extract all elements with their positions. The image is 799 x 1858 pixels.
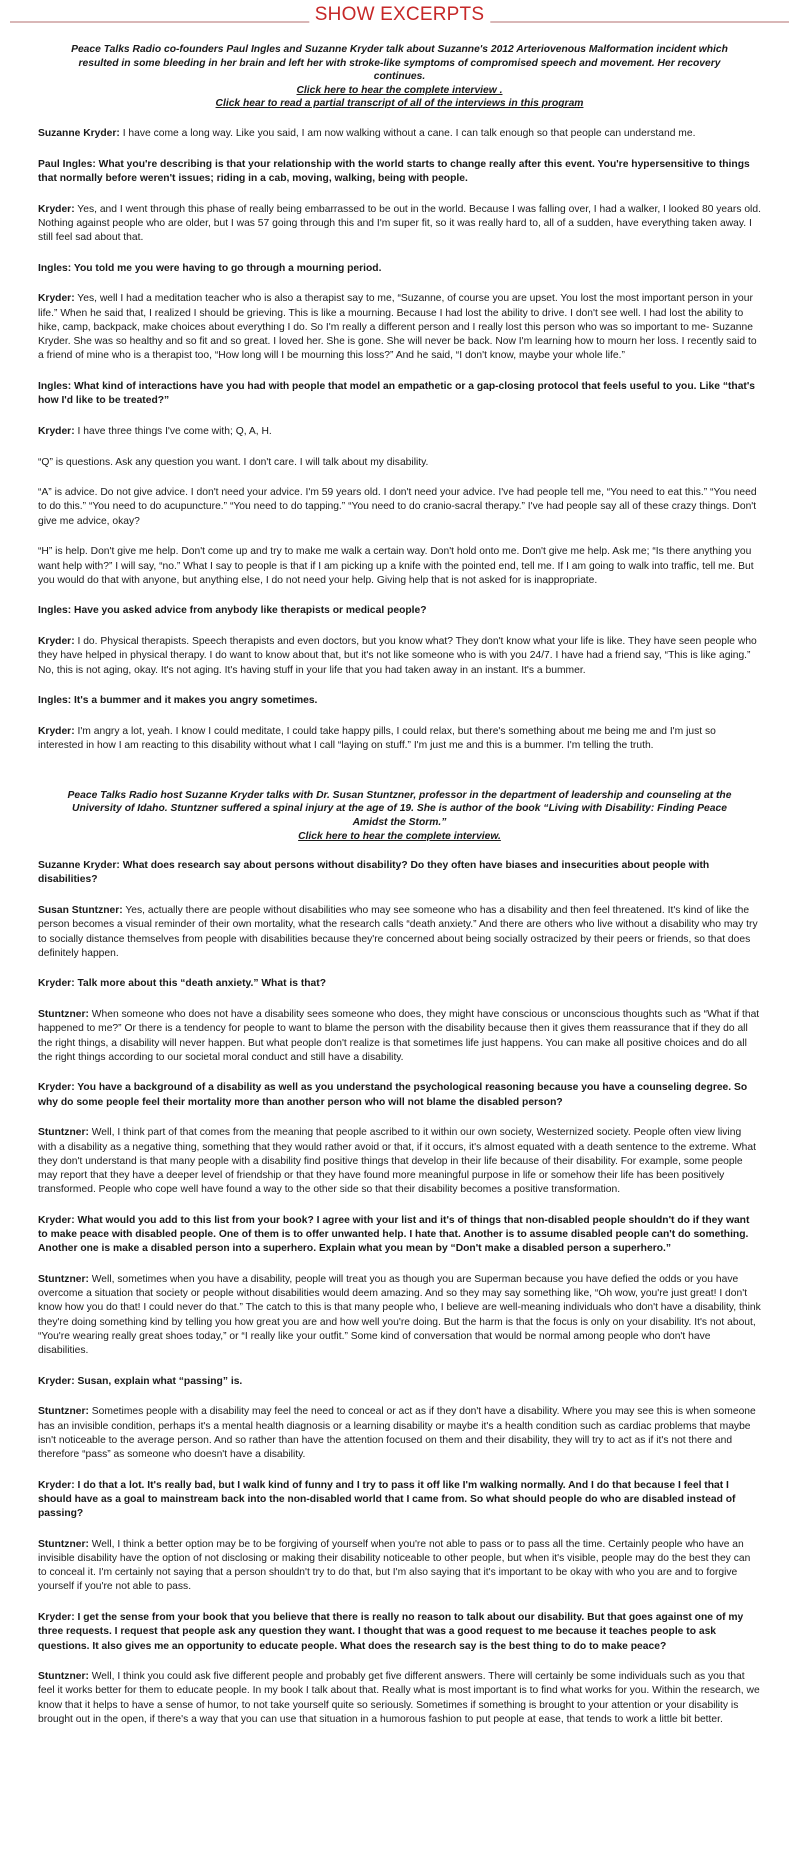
paragraph-text: It's a bummer and it makes you angry sometimes. [71, 695, 318, 707]
paragraph-text: Have you asked advice from anybody like therapists or medical people? [71, 605, 427, 617]
partial-transcript-link[interactable]: Click hear to read a partial transcript of all of the interviews in this program [215, 98, 584, 110]
transcript-paragraph [38, 635, 761, 678]
transcript-paragraph [38, 262, 761, 276]
paragraph-text: Yes, actually there are people without disabilities who may see someone who has a disability and then feel threatened. It's kind of like the person becomes a visual reminder of their own mortality, what the research calls “death anxiety.” And there are others who live without a disability who may try to socially distance themselves from people with disabilities because they're concerned about being socially ostracized by their peers or friends, so that does definitely happen. [38, 905, 758, 959]
transcript-paragraph [38, 456, 761, 470]
paragraph-text: What would you add to this list from your book? I agree with your list and it's of things that non-disabled people shouldn't do if they want to make peace with disabled people. One of them is to offer unwanted help. I hate that. Another is to assume disabled people can't do something. Another one is make a disabled person into a superhero. Explain what you mean by “Don't make a disabled person a superhero.” [38, 1214, 750, 1255]
transcript-paragraph [38, 1479, 761, 1522]
intro-block-2 [60, 789, 739, 843]
speaker-name: Kryder: [38, 1612, 75, 1624]
intro-text-2: Peace Talks Radio host Suzanne Kryder talks with Dr. Susan Stuntzner, professor in the department of leadership and counseling at the University of Idaho. Stuntzner suffered a spinal injury at the age of 19. She is author of the book “Living with Disability: Finding Peace Amidst the Storm.” [67, 789, 732, 829]
intro-text-1: Peace Talks Radio co-founders Paul Ingles and Suzanne Kryder talk about Suzanne's 2012 Arteriovenous Malformation incident which resulted in some bleeding in her brain and left her with stroke-like symptoms of compromised speech and movement. Her recovery continues. [71, 44, 728, 83]
speaker-name: Stuntzner: [38, 1127, 89, 1139]
paragraph-text: “H” is help. Don't give me help. Don't come up and try to make me walk a certain way. Don't hold onto me. Don't give me help. Ask me; “Is there anything you want help with?” I will say, “no.” What I say to people is that if I am picking up a knife with the pointed end, tell me. If I am going to walk into traffic, tell me. But you would do that with anyone, but anything else, I do not need your help. Giving help that is not asked for is inappropriate. [38, 546, 754, 586]
transcript-paragraph [38, 380, 761, 408]
paragraph-text: “Q” is questions. Ask any question you want. I don't care. I will talk about my disability. [38, 456, 429, 468]
speaker-name: Kryder: [38, 203, 75, 215]
speaker-name: Ingles: [38, 262, 72, 274]
transcript-paragraph [38, 1538, 761, 1595]
speaker-name: Ingles: [38, 605, 72, 617]
speaker-name: Kryder: [38, 1375, 75, 1387]
speaker-name: Paul Ingles: [38, 158, 96, 170]
speaker-name: Stuntzner: [38, 1009, 89, 1021]
paragraph-text: I'm angry a lot, yeah. I know I could meditate, I could take happy pills, I could relax, but there's something about me being me and I'm just so interested in how I am reacting to this disability without what I call “laying on stuff.” I'm just me and this is a bummer. I'm telling the truth. [38, 725, 716, 752]
transcript-paragraph [38, 1126, 761, 1197]
section-header [10, 0, 789, 30]
transcript-paragraph [38, 1008, 761, 1065]
paragraph-text: What kind of interactions have you had with people that model an empathetic or a gap-closing protocol that feels useful to you. Like “that's how I'd like to be treated?” [38, 380, 756, 407]
speaker-name: Kryder: [38, 293, 75, 305]
speaker-name: Kryder: [38, 1214, 75, 1226]
paragraph-text: What does research say about persons without disability? Do they often have biases and insecurities about people with disabilities? [38, 860, 710, 886]
paragraph-text: Talk more about this “death anxiety.” What is that? [74, 978, 326, 990]
paragraph-text: Susan, explain what “passing” is. [74, 1375, 243, 1387]
transcript-paragraph [38, 1081, 761, 1109]
speaker-name: Kryder: [38, 1082, 75, 1094]
speaker-name: Stuntzner: [38, 1538, 89, 1550]
transcript-paragraph [38, 859, 761, 887]
paragraph-text: I do that a lot. It's really bad, but I walk kind of funny and I try to pass it off like I'm walking normally. And I do that because I feel that I should have as a goal to mainstream back into the non-disabled world that I came from. So what should people do who are disabled instead of passing? [38, 1479, 736, 1520]
speaker-name: Susan Stuntzner: [38, 905, 123, 917]
paragraph-text: I do. Physical therapists. Speech therapists and even doctors, but you know what? They don't know what your life is like. They have seen people who they have helped in physical therapy. I do want to know about that, but it's not like someone who is with you 24/7. I have had a friend say, “This is like aging.” No, this is not aging, okay. It's not aging. It's having stuff in your life that you had taken away in an instant. It's a bummer. [38, 636, 757, 676]
speaker-name: Kryder: [38, 978, 75, 990]
paragraph-text: Well, I think part of that comes from the meaning that people ascribed to it within our own society, Westernized society. People often view living with a disability as a negative thing, something that they would rather avoid or that, if it occurs, it's almost equated with a death sentence to the extreme. What they don't understand is that many people with a disability find positive things that develop in their life because of their disability. For example, some people may report that they have a deeper level of friendship or that they have found more meaningful purpose in life or somehow their life has been positively transformed. People who cope well have found a way to the other side so that their disability becomes a positive transformation. [38, 1127, 756, 1196]
speaker-name: Kryder: [38, 636, 75, 648]
complete-interview-link-2[interactable]: Click here to hear the complete interview. [298, 830, 501, 842]
transcript-paragraph [38, 694, 761, 708]
paragraph-text: I have three things I've come with; Q, A, H. [74, 425, 272, 437]
speaker-name: Kryder: [38, 1479, 75, 1491]
paragraph-text: Yes, well I had a meditation teacher who is also a therapist say to me, “Suzanne, of course you are upset. You lost the most important person in your life.” When he said that, I realized I should be grieving. This is like a mourning. Because I had lost the ability to drive. I don't see well. I had lost the ability to hike, camp, backpack, make choices about everything I do. So I'm really a different person and I really lost this person who was so important to me- Suzanne Kryder. She was so healthy and so fit and so great. I loved her. She is gone. She will never be back. Now I'm learning how to mourn her loss. I recently said to a friend of mine who is a therapist too, “How long will I be mourning this loss?” And he said, “I don't know, maybe your whole life.” [38, 293, 757, 362]
speaker-name: Stuntzner: [38, 1274, 89, 1285]
section-title: SHOW EXCERPTS [309, 4, 490, 26]
paragraph-text: I get the sense from your book that you believe that there is really no reason to talk about our disability. But that goes against one of my three requests. I request that people ask any question they want. I thought that was a good request to me because it teaches people to ask questions. It also gives me an opportunity to educate people. What does the research say is the best thing to do to make peace? [38, 1612, 744, 1652]
transcript-paragraph [38, 1214, 761, 1257]
transcript-paragraph [38, 425, 761, 439]
transcript-paragraph [38, 1273, 761, 1358]
paragraph-text: I have come a long way. Like you said, I am now walking without a cane. I can talk enough so that people can understand me. [119, 127, 696, 139]
transcript-paragraph [38, 1670, 761, 1727]
speaker-name: Suzanne Kryder: [38, 127, 120, 139]
speaker-name: Suzanne Kryder: [38, 860, 120, 872]
paragraph-text: When someone who does not have a disability sees someone who does, they might have conscious or unconscious thoughts such as “What if that happened to me?” Or there is a tendency for people to want to blame the person with the disability because then it gives them reassurance that if they do all the right things, a disability will never happen. But what people don't realize is that sometimes life just happens. You can make all positive choices and do all the right things according to our societal moral conduct and still have a disability. [38, 1009, 760, 1063]
interview-2-transcript [38, 859, 761, 1727]
complete-interview-link-1[interactable]: Click here to hear the complete interview . [296, 84, 503, 96]
speaker-name: Kryder: [38, 425, 75, 437]
speaker-name: Ingles: [38, 380, 72, 392]
transcript-paragraph [38, 158, 761, 186]
transcript-paragraph [38, 127, 761, 141]
paragraph-text: You told me you were having to go through a mourning period. [71, 262, 382, 274]
paragraph-text: Well, I think a better option may be to be forgiving of yourself when you're not able to pass or to pass all the time. Certainly people who have an invisible disability have the option of not disclosing or making their disability noticeable to other people, but when it's visible, people may do the best they can to conceal it. I'm certainly not saying that a person shouldn't try to do that, but I'm also saying that it's important to be okay with who you are and to forgive yourself if you're not able to pass. [38, 1538, 751, 1593]
transcript-paragraph [38, 725, 761, 753]
content [38, 43, 761, 1727]
paragraph-text: You have a background of a disability as well as you understand the psychological reasoning because you have a counseling degree. So why do some people feel their mortality more than another person who will not blame the disabled person? [38, 1082, 748, 1108]
speaker-name: Ingles: [38, 695, 72, 707]
paragraph-text: Well, sometimes when you have a disability, people will treat you as though you are Superman because you have defied the odds or you have overcome a situation that society or people without disabilities would deem amazing. And so they may say something like, “Oh wow, you're just great! I don't know how you do that! I could never do that.” The catch to this is that many people who, I believe are well-meaning individuals who don't have a disability, think they're doing something kind by telling you how great you are and how well you're doing. But the harm is that the focus is only on your disability. It's not about, “You're wearing really great shoes today,” or “I really like your outfit.” Some kind of conversation that would be normal among people who don't have disabilities. [38, 1274, 761, 1357]
transcript-paragraph [38, 545, 761, 588]
transcript-paragraph [38, 1405, 761, 1462]
paragraph-text: What you're describing is that your relationship with the world starts to change really after this event. You're hypersensitive to things that normally before weren't issues; riding in a cab, moving, walking, being with people. [38, 158, 750, 184]
interview-1-transcript [38, 127, 761, 753]
speaker-name: Kryder: [38, 725, 75, 737]
transcript-paragraph [38, 1611, 761, 1654]
paragraph-text: “A” is advice. Do not give advice. I don't need your advice. I'm 59 years old. I don't need your advice. I've had people tell me, “You need to eat this.” “You need to do this.” “You need to do acupuncture.” “You need to do tapping.” “You need to do cranio-sacral therapy.” I've had people say all of these crazy things. Don't give me advice, okay? [38, 487, 757, 527]
transcript-paragraph [38, 292, 761, 363]
paragraph-text: Yes, and I went through this phase of really being embarrassed to be out in the world. Because I was falling over, I had a walker, I looked 80 years old. Nothing against people who are older, but I was 57 going through this and I'm super fit, so it was really hard to, all of a sudden, have everything taken away. I still feel sad about that. [38, 203, 761, 243]
intro-block-1 [60, 43, 739, 111]
speaker-name: Stuntzner: [38, 1406, 89, 1418]
transcript-paragraph [38, 203, 761, 246]
paragraph-text: Well, I think you could ask five different people and probably get five different answers. There will certainly be some individuals such as you that feel it works better for them to educate people. In my book I talk about that. Really what is most important is to find what works for you. Within the research, we know that it helps to have a sense of humor, to not take yourself quite so seriously. Sometimes if something is brought to your attention or your disability is brought out in the open, if there's a way that you can use that situation in a humorous fashion to put people at ease, that tends to work a little bit better. [38, 1671, 760, 1725]
transcript-paragraph [38, 604, 761, 618]
speaker-name: Stuntzner: [38, 1671, 89, 1683]
transcript-paragraph [38, 904, 761, 961]
paragraph-text: Sometimes people with a disability may feel the need to conceal or act as if they don't have a disability. Where you may see this is when someone has an invisible condition, perhaps it's a mental health diagnosis or a learning disability or maybe it's a health condition such as cardiac problems that maybe isn't noticeable to the average person. And so rather than have the attention focused on them and their disability, they will try to act as if it's not there and therefore “pass” as someone who doesn't have a disability. [38, 1406, 756, 1461]
transcript-paragraph [38, 486, 761, 529]
transcript-paragraph [38, 977, 761, 991]
transcript-paragraph [38, 1375, 761, 1389]
